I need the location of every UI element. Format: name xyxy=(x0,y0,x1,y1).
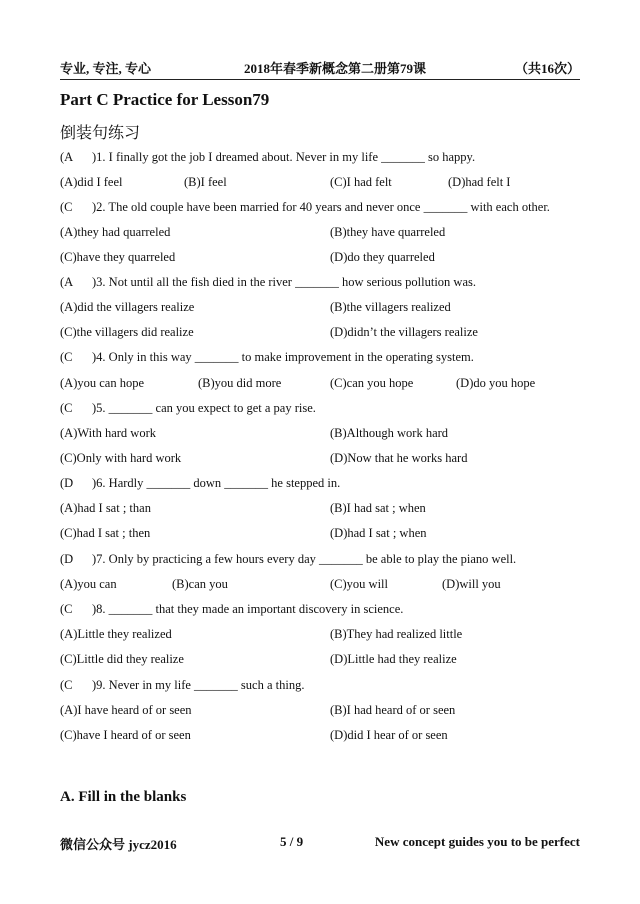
option-d: (D)will you xyxy=(442,577,501,591)
option-d: (D)Now that he works hard xyxy=(330,451,468,465)
question-text: )8. _______ that they made an important discovery in science. xyxy=(92,602,404,616)
footer-right: New concept guides you to be perfect xyxy=(374,834,580,849)
footer-left: 微信公众号 jycz2016 xyxy=(60,837,177,852)
question-answer: (C xyxy=(60,200,73,214)
option-c: (C)have they quarreled xyxy=(60,250,176,264)
option-c: (C)have I heard of or seen xyxy=(60,728,191,742)
question-answer: (C xyxy=(60,602,73,616)
question-answer: (D xyxy=(60,552,74,566)
question-text: )9. Never in my life _______ such a thing. xyxy=(92,678,305,692)
question-text: )6. Hardly _______ down _______ he stepped in. xyxy=(92,476,341,490)
option-c: (C)you will xyxy=(330,577,388,591)
option-a: (A)they had quarreled xyxy=(60,225,171,239)
section-heading: A. Fill in the blanks xyxy=(60,789,187,805)
option-b: (B)I had heard of or seen xyxy=(330,703,456,717)
header-center: 2018年春季新概念第二册第79课 xyxy=(244,61,427,76)
question-answer: (A xyxy=(60,275,74,289)
option-b: (B)I feel xyxy=(184,175,227,189)
option-c: (C)I had felt xyxy=(330,175,392,189)
page-title: Part C Practice for Lesson79 xyxy=(60,90,270,109)
option-c: (C)can you hope xyxy=(330,376,414,390)
option-d: (D)do you hope xyxy=(456,376,536,390)
page-subtitle: 倒装句练习 xyxy=(60,125,141,142)
page-footer xyxy=(60,834,580,854)
header-divider xyxy=(60,79,580,80)
option-b: (B)they have quarreled xyxy=(330,225,446,239)
option-b: (B)can you xyxy=(172,577,228,591)
option-c: (C)Little did they realize xyxy=(60,652,184,666)
question-text: )4. Only in this way _______ to make improvement in the operating system. xyxy=(92,350,474,364)
option-a: (A)did I feel xyxy=(60,175,123,189)
page-header xyxy=(60,58,580,78)
option-d: (D)did I hear of or seen xyxy=(330,728,448,742)
option-a: (A)did the villagers realize xyxy=(60,300,195,314)
option-b: (B)the villagers realized xyxy=(330,300,451,314)
question-answer: (D xyxy=(60,476,74,490)
question-text: )2. The old couple have been married for 40 years and never once _______ with each other. xyxy=(92,200,550,214)
question-answer: (A xyxy=(60,150,74,164)
option-d: (D)had I sat ; when xyxy=(330,526,427,540)
option-d: (D)Little had they realize xyxy=(330,652,457,666)
question-text: )5. _______ can you expect to get a pay rise. xyxy=(92,401,316,415)
option-a: (A)you can hope xyxy=(60,376,144,390)
option-a: (A)I have heard of or seen xyxy=(60,703,192,717)
option-b: (B)you did more xyxy=(198,376,282,390)
header-right: （共16次） xyxy=(514,61,580,76)
option-b: (B)Although work hard xyxy=(330,426,449,440)
question-text: )3. Not until all the fish died in the river _______ how serious pollution was. xyxy=(92,275,476,289)
question-text: )7. Only by practicing a few hours every day _______ be able to play the piano well. xyxy=(92,552,517,566)
option-a: (A)had I sat ; than xyxy=(60,501,151,515)
question-answer: (C xyxy=(60,401,73,415)
option-d: (D)didn’t the villagers realize xyxy=(330,325,478,339)
option-a: (A)Little they realized xyxy=(60,627,172,641)
option-c: (C)had I sat ; then xyxy=(60,526,151,540)
option-a: (A)you can xyxy=(60,577,117,591)
option-a: (A)With hard work xyxy=(60,426,156,440)
header-left: 专业, 专注, 专心 xyxy=(60,61,152,76)
option-c: (C)the villagers did realize xyxy=(60,325,194,339)
question-answer: (C xyxy=(60,350,73,364)
option-b: (B)I had sat ; when xyxy=(330,501,426,515)
option-d: (D)had felt I xyxy=(448,175,511,189)
page-number: 5 / 9 xyxy=(280,834,304,849)
option-d: (D)do they quarreled xyxy=(330,250,435,264)
question-text: )1. I finally got the job I dreamed about. Never in my life _______ so happy. xyxy=(92,150,476,164)
option-b: (B)They had realized little xyxy=(330,627,463,641)
question-answer: (C xyxy=(60,678,73,692)
option-c: (C)Only with hard work xyxy=(60,451,182,465)
